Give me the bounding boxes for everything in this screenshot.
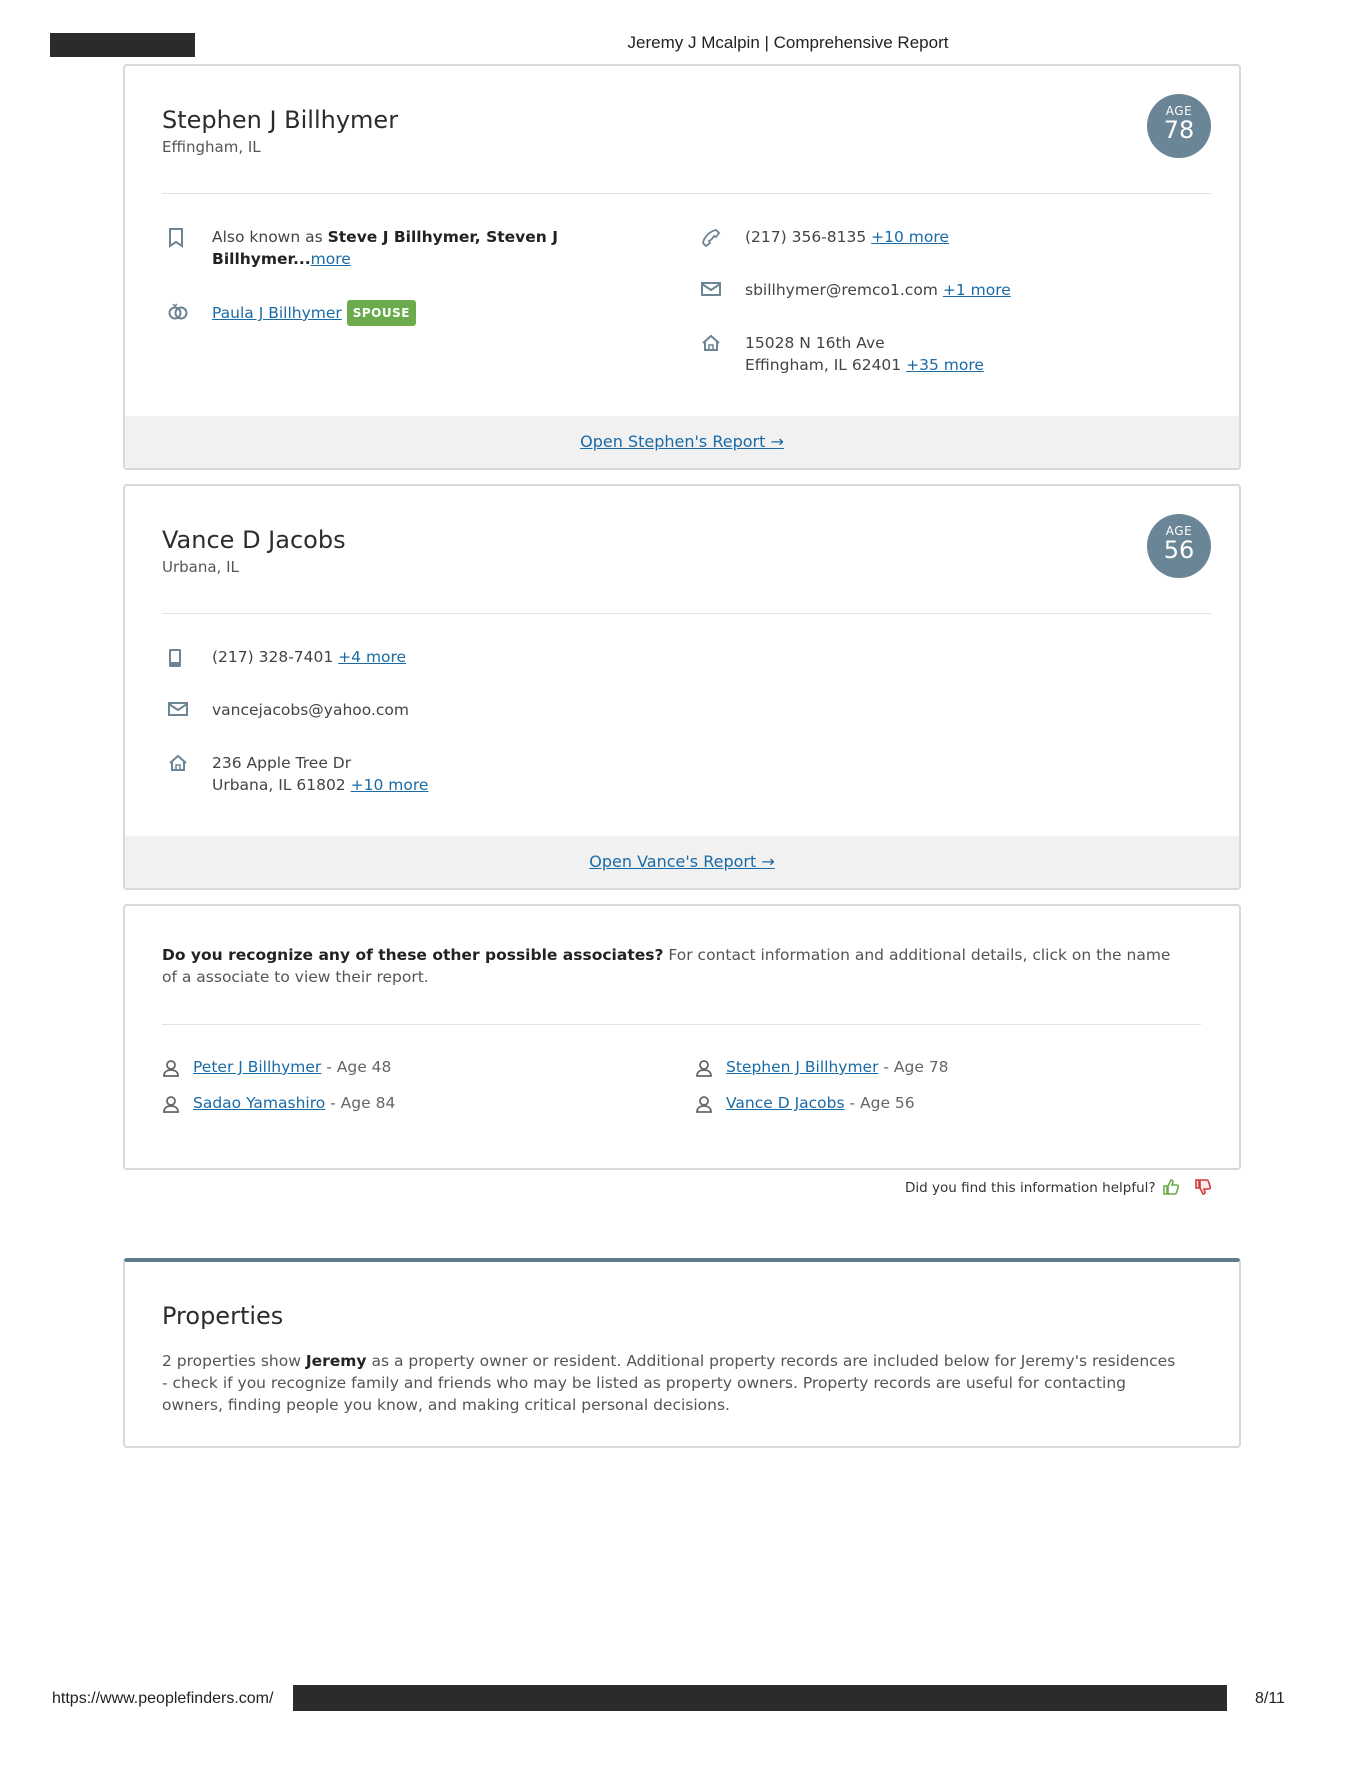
properties-section xyxy=(123,1258,1241,1448)
associates-card xyxy=(123,904,1241,1170)
associate-link[interactable]: Vance D Jacobs xyxy=(726,1094,845,1112)
address-more-link[interactable]: +35 more xyxy=(906,356,984,374)
thumbs-up-icon[interactable] xyxy=(1162,1178,1180,1200)
phone-more-link[interactable]: +10 more xyxy=(871,228,949,246)
report-title: Jeremy J Mcalpin | Comprehensive Report xyxy=(627,33,949,52)
person-icon xyxy=(162,1059,180,1077)
person-card-vance xyxy=(123,484,1241,890)
envelope-icon xyxy=(168,701,188,721)
aka-more-link[interactable]: more xyxy=(310,250,351,268)
home-icon xyxy=(701,334,721,354)
aka-prefix: Also known as xyxy=(212,228,328,246)
associate-link[interactable]: Peter J Billhymer xyxy=(193,1058,322,1076)
aka-names-cont: Billhymer... xyxy=(212,250,311,268)
card-footer xyxy=(125,836,1239,888)
associate-age: - Age 84 xyxy=(325,1094,396,1112)
age-label: AGE xyxy=(1165,104,1193,118)
email-more-link[interactable]: +1 more xyxy=(942,281,1011,299)
age-badge xyxy=(1147,514,1211,578)
relative-link[interactable]: Paula J Billhymer xyxy=(212,304,342,322)
age-value: 78 xyxy=(1163,116,1195,144)
associate-link[interactable]: Stephen J Billhymer xyxy=(726,1058,879,1076)
person-location: Effingham, IL xyxy=(162,138,261,156)
age-badge xyxy=(1147,94,1211,158)
properties-subject: Jeremy xyxy=(305,1352,367,1370)
associate-age: - Age 78 xyxy=(878,1058,949,1076)
properties-text-pre: 2 properties show xyxy=(162,1352,306,1370)
properties-title: Properties xyxy=(162,1302,284,1330)
associate-age: - Age 56 xyxy=(844,1094,915,1112)
card-footer xyxy=(125,416,1239,468)
aka-names: Steve J Billhymer, Steven J xyxy=(327,228,558,246)
envelope-icon xyxy=(701,281,721,301)
spouse-badge: SPOUSE xyxy=(347,300,416,326)
age-label: AGE xyxy=(1165,524,1193,538)
person-icon xyxy=(695,1059,713,1077)
address-line2: Urbana, IL 61802 xyxy=(212,776,346,794)
person-name: Stephen J Billhymer xyxy=(162,106,399,134)
age-value: 56 xyxy=(1163,536,1195,564)
associates-instructions: For contact information and additional details, click on the name of a associate to view their report. xyxy=(162,946,1171,986)
email-address: sbillhymer@remco1.com xyxy=(745,281,938,299)
rings-icon xyxy=(168,302,188,322)
associate-age: - Age 48 xyxy=(321,1058,392,1076)
divider xyxy=(162,613,1211,614)
bookmark-icon xyxy=(168,228,188,248)
person-location: Urbana, IL xyxy=(162,558,239,576)
open-report-link[interactable]: Open Vance's Report → xyxy=(589,852,775,871)
home-icon xyxy=(168,754,188,774)
divider xyxy=(162,193,1211,194)
person-icon xyxy=(695,1095,713,1113)
associates-intro xyxy=(162,944,1179,988)
properties-text-post: as a property owner or resident. Additional property records are included below for Jeremy's residences - check if you recognize family and friends who may be listed as property owners. Property records are useful for contacting owners, finding people you know, and making critical personal decisions. xyxy=(162,1352,1176,1414)
feedback-question: Did you find this information helpful? xyxy=(905,1180,1156,1196)
thumbs-down-icon[interactable] xyxy=(1194,1178,1212,1200)
redacted-footer-block xyxy=(293,1685,1227,1711)
associate-link[interactable]: Sadao Yamashiro xyxy=(193,1094,326,1112)
address-more-link[interactable]: +10 more xyxy=(350,776,429,794)
phone-number: (217) 356-8135 xyxy=(745,228,867,246)
phone-number: (217) 328-7401 xyxy=(212,648,334,666)
footer-url: https://www.peoplefinders.com/ xyxy=(52,1690,274,1707)
mobile-phone-icon xyxy=(168,648,188,668)
page-number: 8/11 xyxy=(1255,1690,1285,1707)
phone-icon xyxy=(701,228,721,248)
address-line1: 236 Apple Tree Dr xyxy=(212,754,352,772)
email-address: vancejacobs@yahoo.com xyxy=(212,701,409,719)
person-card-stephen xyxy=(123,64,1241,470)
phone-more-link[interactable]: +4 more xyxy=(338,648,407,666)
address-line1: 15028 N 16th Ave xyxy=(745,334,885,352)
divider xyxy=(162,1024,1201,1025)
associates-question: Do you recognize any of these other possible associates? xyxy=(162,946,664,964)
properties-description xyxy=(162,1350,1179,1416)
address-line2: Effingham, IL 62401 xyxy=(745,356,902,374)
open-report-link[interactable]: Open Stephen's Report → xyxy=(580,432,784,451)
person-icon xyxy=(162,1095,180,1113)
person-name: Vance D Jacobs xyxy=(162,526,346,554)
